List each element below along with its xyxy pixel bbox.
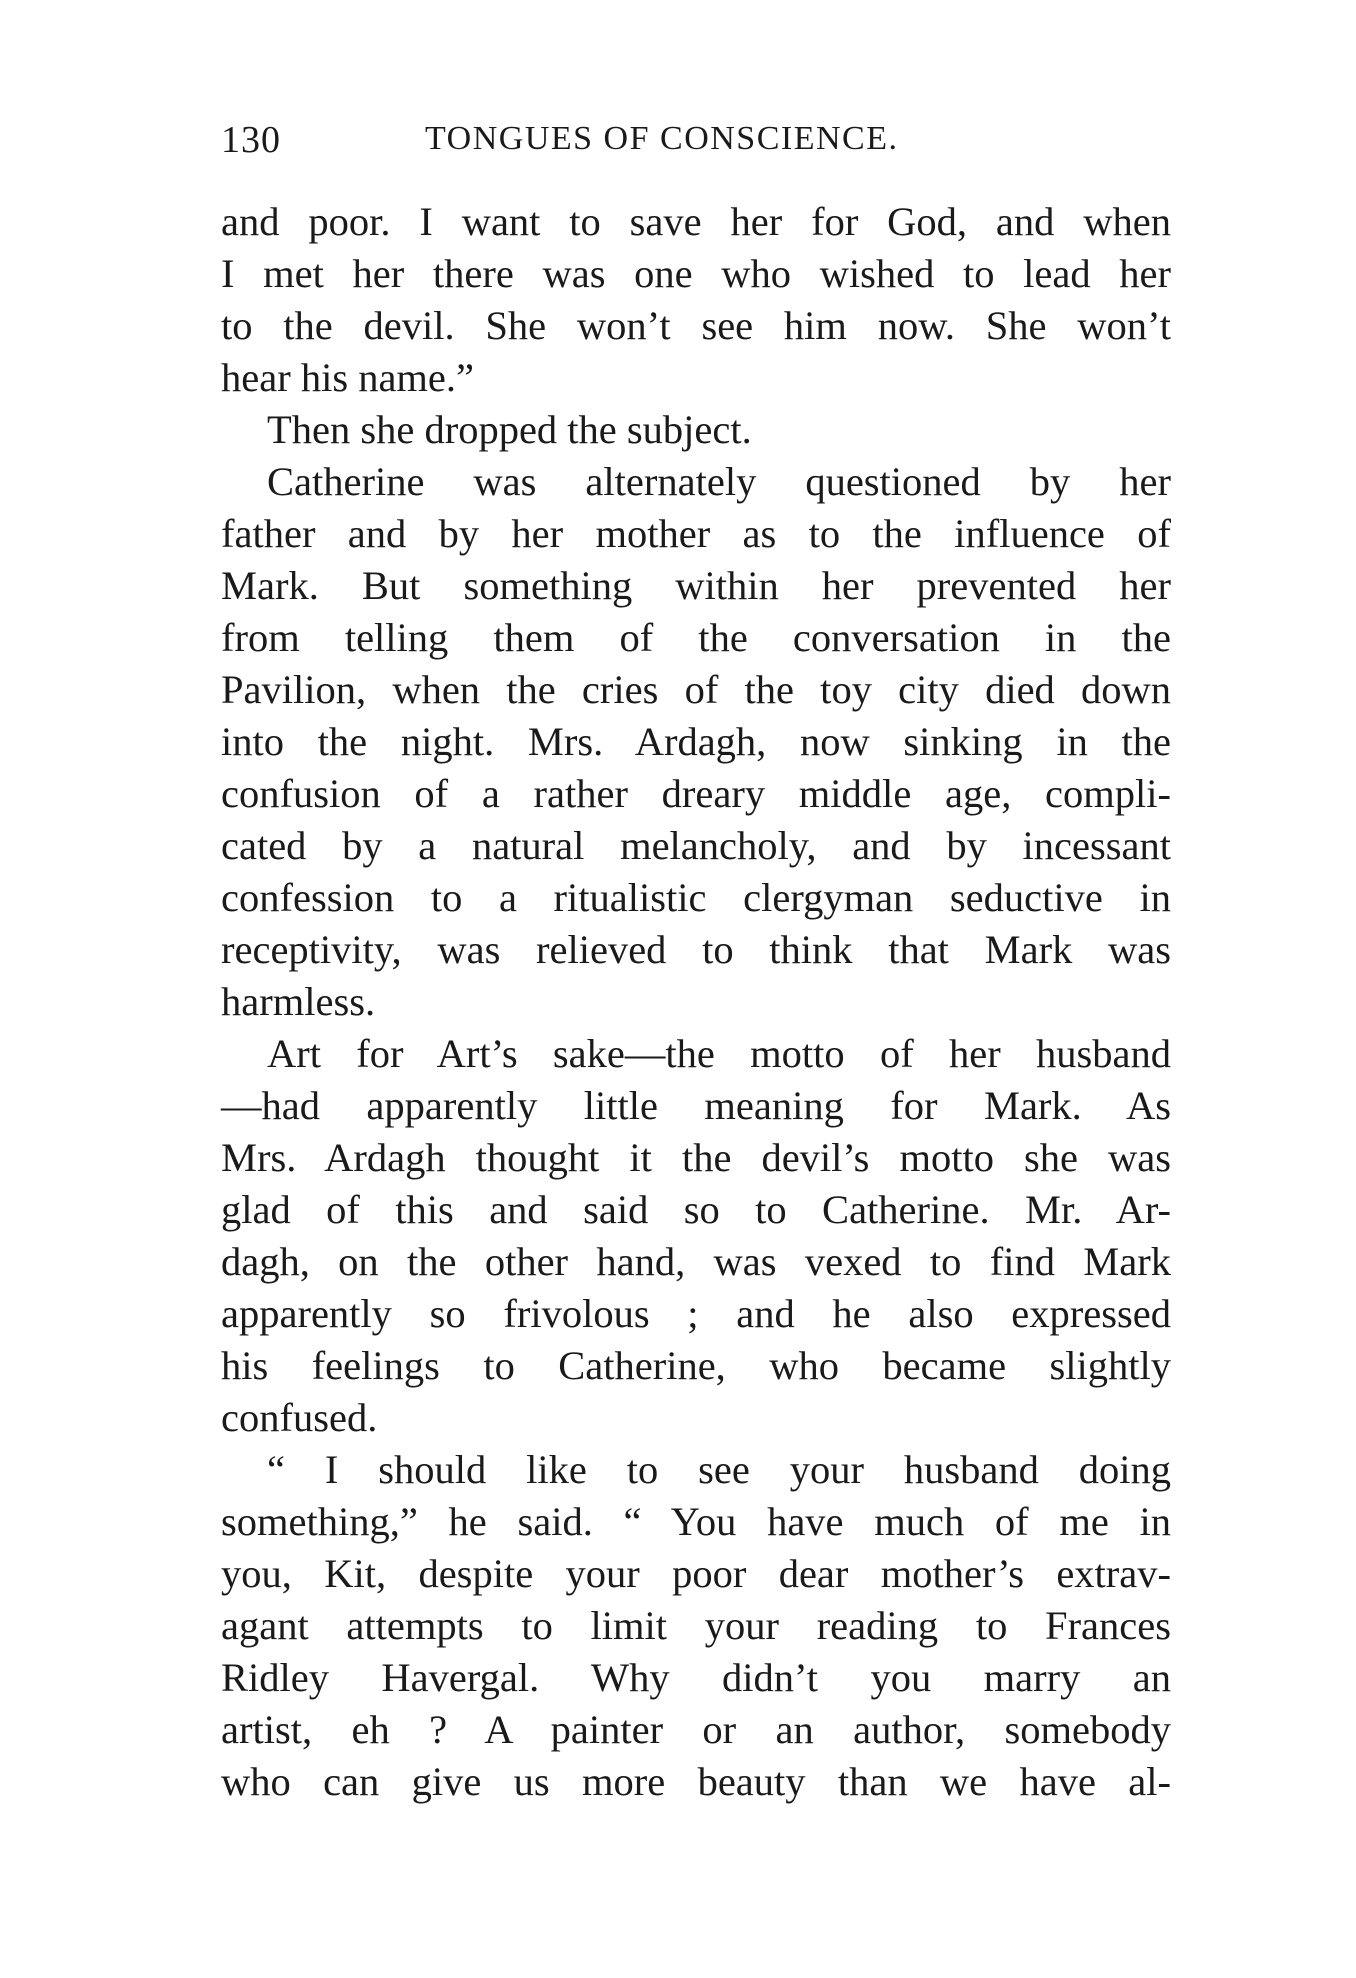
text-line: confusion of a rather dreary middle age, compli- bbox=[221, 771, 1171, 816]
text-line: receptivity, was relieved to think that Mark was bbox=[221, 927, 1171, 972]
text-line: into the night. Mrs. Ardagh, now sinking in the bbox=[221, 719, 1171, 764]
text-line: harmless. bbox=[221, 979, 376, 1024]
text-line: Then she dropped the subject. bbox=[267, 407, 752, 452]
text-line: from telling them of the conversation in the bbox=[221, 615, 1171, 660]
text-line: hear his name.” bbox=[221, 355, 475, 400]
text-line: apparently so frivolous ; and he also expressed bbox=[221, 1291, 1171, 1336]
text-line: confused. bbox=[221, 1395, 378, 1440]
text-line: Catherine was alternately questioned by her bbox=[267, 459, 1171, 504]
text-line: Mark. But something within her prevented her bbox=[221, 563, 1171, 608]
text-line: something,” he said. “ You have much of me in bbox=[221, 1499, 1171, 1544]
text-line: I met her there was one who wished to lead her bbox=[221, 251, 1171, 296]
text-line: confession to a ritualistic clergyman seductive in bbox=[221, 875, 1171, 920]
text-line: you, Kit, despite your poor dear mother’s extrav- bbox=[221, 1551, 1171, 1596]
body-text bbox=[221, 196, 1171, 1808]
text-line: Mrs. Ardagh thought it the devil’s motto she was bbox=[221, 1135, 1171, 1180]
text-line: glad of this and said so to Catherine. Mr. Ar- bbox=[221, 1187, 1171, 1232]
text-line: “ I should like to see your husband doing bbox=[267, 1447, 1171, 1492]
text-line: artist, eh ? A painter or an author, somebody bbox=[221, 1707, 1171, 1752]
text-line: Pavilion, when the cries of the toy city died down bbox=[221, 667, 1171, 712]
text-line: to the devil. She won’t see him now. She won’t bbox=[221, 303, 1171, 348]
text-line: Art for Art’s sake—the motto of her husband bbox=[267, 1031, 1171, 1076]
running-title: TONGUES OF CONSCIENCE. bbox=[425, 120, 899, 157]
text-line: —had apparently little meaning for Mark. As bbox=[221, 1083, 1171, 1128]
page-number: 130 bbox=[221, 119, 281, 161]
text-line: father and by her mother as to the influence of bbox=[221, 511, 1171, 556]
text-line: cated by a natural melancholy, and by incessant bbox=[221, 823, 1171, 868]
text-line: dagh, on the other hand, was vexed to find Mark bbox=[221, 1239, 1171, 1284]
running-head bbox=[221, 118, 1171, 168]
text-line: Ridley Havergal. Why didn’t you marry an bbox=[221, 1655, 1171, 1700]
text-line: agant attempts to limit your reading to Frances bbox=[221, 1603, 1171, 1648]
text-line: his feelings to Catherine, who became slightly bbox=[221, 1343, 1171, 1388]
text-line: who can give us more beauty than we have al- bbox=[221, 1759, 1171, 1804]
text-line: and poor. I want to save her for God, and when bbox=[221, 199, 1171, 244]
